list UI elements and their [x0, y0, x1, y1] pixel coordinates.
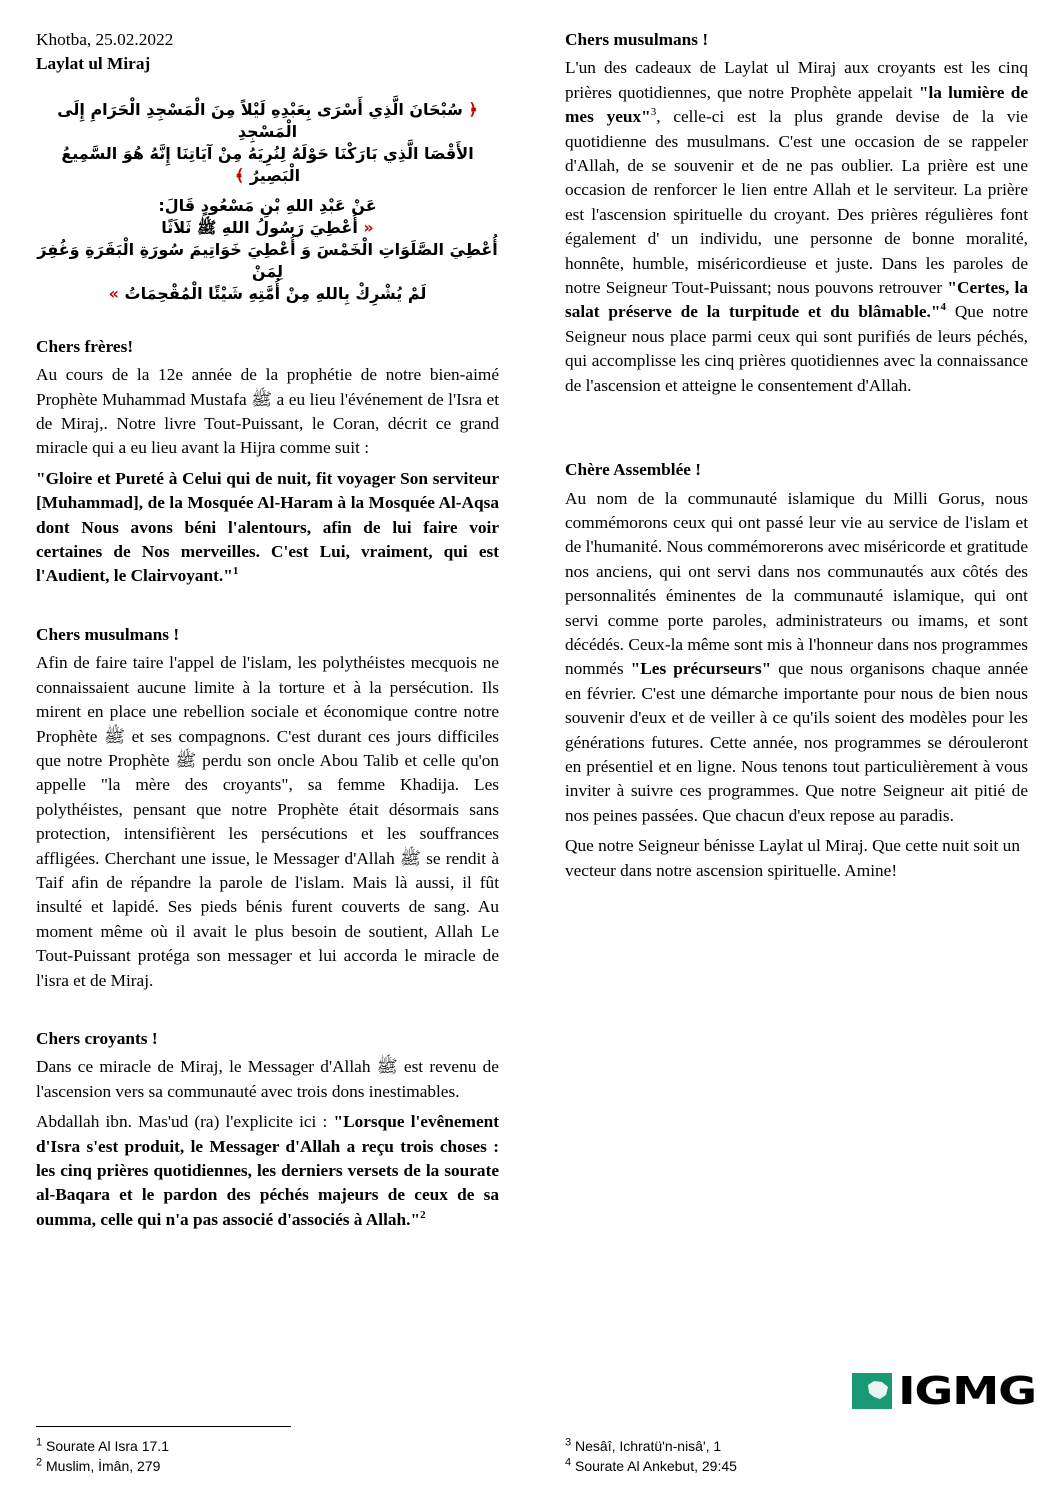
arabic-hadith-line-1: عَنْ عَبْدِ اللهِ بْنِ مَسْعُودٍ قَالَ:: [158, 195, 377, 215]
paragraph: L'un des cadeaux de Laylat ul Miraj aux croyants est les cinq prières quotidiennes, que notre Prophète appelait "la lumière de mes yeux"$^3$, celle-ci est la plus grande devise de la vie quotidienne des musulmans. C'est une occasion de se rappeler d'Allah, de se souvenir et de ne pas oublier. La prière est une occasion de renforcer le lien entre Allah et le serviteur. La prière est l'ascension spirituelle du croyant. Des prières régulières font également d' un individu, une personne de bonne moralité, honnête, humble, miséricordieuse et juste. Dans les paroles de notre Seigneur Tout-Puissant; nous pouvons retrouver "Certes, la salat préserve de la turpitude et du blâmable."$^4$ Que notre Seigneur nous place parmi ceux qui sont purifiés de leurs péchés, qui accomplisse les cinq prières quotidiennes avec la connaissance de l'ascension et atteigne le consentement d'Allah.: [565, 58, 1028, 395]
section-chers-croyants: [36, 1027, 499, 1232]
section-chers-musulmans-1: [36, 623, 499, 993]
date-line: Khotba, 25.02.2022: [36, 30, 174, 49]
footnote-ref: 4: [940, 301, 946, 314]
arabic-hadith-line-3: أُعْطِيَ الصَّلَوَاتِ الْخَمْسَ وَ أُعْطِيَ خَوَاتِيمَ سُورَةِ الْبَقَرَةِ وَغُفِرَ لِمَنْ: [37, 239, 498, 281]
section-heading: Chers musulmans !: [36, 624, 180, 644]
section-heading: Chère Assemblée !: [565, 460, 701, 480]
section-heading: Chers musulmans !: [565, 30, 709, 49]
arabic-quote-block: [36, 99, 499, 305]
section-chers-musulmans-2: [565, 28, 1028, 398]
footnote-1: $^1$ Sourate Al Isra 17.1: [36, 1436, 169, 1454]
ornate-bracket-close: ﴾: [234, 165, 245, 185]
footnote-3: $^3$ Nesâî, Ichratü'n-nisâ', 1: [565, 1436, 722, 1454]
page-title: Laylat ul Miraj: [36, 54, 151, 74]
arabic-hadith-line-4: لَمْ يُشْرِكْ بِاللهِ مِنْ أُمَّتِهِ شَيْئًا الْمُقْحِمَاتُ »: [108, 283, 427, 303]
section-heading: Chers croyants !: [36, 1028, 158, 1048]
paragraph: Dans ce miracle de Miraj, le Messager d'Allah ﷺ est revenu de l'ascension vers sa communauté avec trois dons inestimables.: [36, 1057, 499, 1101]
logo-wordmark: IGMG: [898, 1369, 1036, 1413]
paragraph: Au nom de la communauté islamique du Milli Gorus, nous commémorons ceux qui ont passé leur vie au service de l'islam et de l'humanité. Nous commémorerons avec miséricorde et gratitude nos anciens, qui ont servi dans nos communautés aux côtés des personnalités éminentes de la communauté islamique, qui ont servi comme porte paroles, administrateurs ou imams, et sont décédés. Ceux-la même sont mis à l'honneur dans nos programmes nommés "Les précurseurs" que nous organisons chaque année en février. C'est une démarche importante pour nous de bien nous souvenir d'eux et de veiller à ce qu'ils soient des modèles pour les générations futures. Cette année, nos programmes se dérouleront en présentiel et en ligne. Nous tenons tout particulièrement à vous inviter à suivre ces programmes. Que notre Seigneur ait pitié de nos peines passées. Que chacun d'eux repose au paradis.: [565, 488, 1028, 825]
crescent-map-icon: [852, 1373, 892, 1409]
arabic-verse-line-2: الأَقْصَا الَّذِي بَارَكْنَا حَوْلَهُ لِنُرِيَهُ مِنْ آيَاتِنَا إِنَّهُ هُوَ السَّمِيعُ الْبَصِيرُ ﴾: [61, 143, 474, 185]
section-chers-freres: [36, 335, 499, 589]
footnote-2: $^2$ Muslim, İmân, 279: [36, 1456, 161, 1474]
footnote-ref: 2: [420, 1209, 426, 1222]
paragraph: Au cours de la 12e année de la prophétie de notre bien-aimé Prophète Muhammad Mustafa ﷺ a eu lieu l'événement de l'Isra et de Miraj,. Notre livre Tout-Puissant, le Coran, décrit ce grand miracle qui a eu lieu avant la Hijra comme suit :: [36, 365, 499, 458]
footnote-ref: 3: [650, 106, 657, 119]
footnotes-left: [36, 1436, 169, 1476]
igmg-logo: [852, 1369, 1036, 1413]
closing-paragraph: Que notre Seigneur bénisse Laylat ul Miraj. Que cette nuit soit un vecteur dans notre ascension spirituelle. Amine!: [565, 836, 1020, 880]
footnote-ref: 1: [232, 565, 239, 578]
section-chere-assemblee: [565, 458, 1028, 883]
paragraph-hadith: Abdallah ibn. Mas'ud (ra) l'explicite ici : "Lorsque l'evênement d'Isra s'est produit, le Messager d'Allah a reçu trois choses : les cinq prières quotidiennes, les derniers versets de la sourate al-Baqara et le pardon des péchés majeurs de ceux de sa oumma, celle qui n'a pas associé d'associés à Allah."$^2$: [36, 1112, 499, 1229]
ornate-bracket-open: ﴿: [468, 99, 478, 119]
footnote-4: $^4$ Sourate Al Ankebut, 29:45: [565, 1456, 737, 1474]
arabic-hadith-line-2: « أُعْطِيَ رَسُولُ اللهِ ﷺ ثَلاَثًا: [161, 217, 374, 237]
right-column: [565, 28, 1028, 917]
footnote-divider: [36, 1426, 291, 1427]
arabic-verse-line-1: ﴿ سُبْحَانَ الَّذِي أَسْرَى بِعَبْدِهِ لَيْلاً مِنَ الْمَسْجِدِ الْحَرَامِ إِلَى الْمَسْجِدِ: [57, 99, 478, 141]
quran-quote: "Gloire et Pureté à Celui qui de nuit, fit voyager Son serviteur [Muhammad], de la Mosquée Al-Haram à la Mosquée Al-Aqsa dont Nous avons béni l'alentours, afin de lui faire voir certaines de Nos merveilles. C'est Lui, vraiment, qui est l'Audient, le Clairvoyant."$^1$: [36, 468, 499, 586]
footnotes-right: [565, 1436, 737, 1476]
section-heading: Chers frères!: [36, 336, 134, 356]
paragraph: Afin de faire taire l'appel de l'islam, les polythéistes mecquois ne connaissaient aucune limite à la torture et à la persécution. Ils mirent en place une rebellion sociale et économique contre notre Prophète ﷺ et ses compagnons. C'est durant ces jours difficiles que notre Prophète ﷺ perdu son oncle Abou Talib et celle qu'on appelle "la mère des croyants", sa femme Khadija. Les polythéistes, pensant que notre Prophète était désormais sans protection, intensifièrent les persécutions et les souffrances affligées. Cherchant une issue, le Messager d'Allah ﷺ se rendit à Taif afin de répandre la parole de l'islam. Mais là aussi, il fût insulté et lapidé. Ses pieds bénis furent couverts de sang. Au moment même où il avait le plus besoin de soutient, Allah Le Tout-Puissant protéga son messager et lui accorda le miracle de l'isra et de Miraj.: [36, 653, 499, 990]
left-column: [36, 28, 499, 1266]
